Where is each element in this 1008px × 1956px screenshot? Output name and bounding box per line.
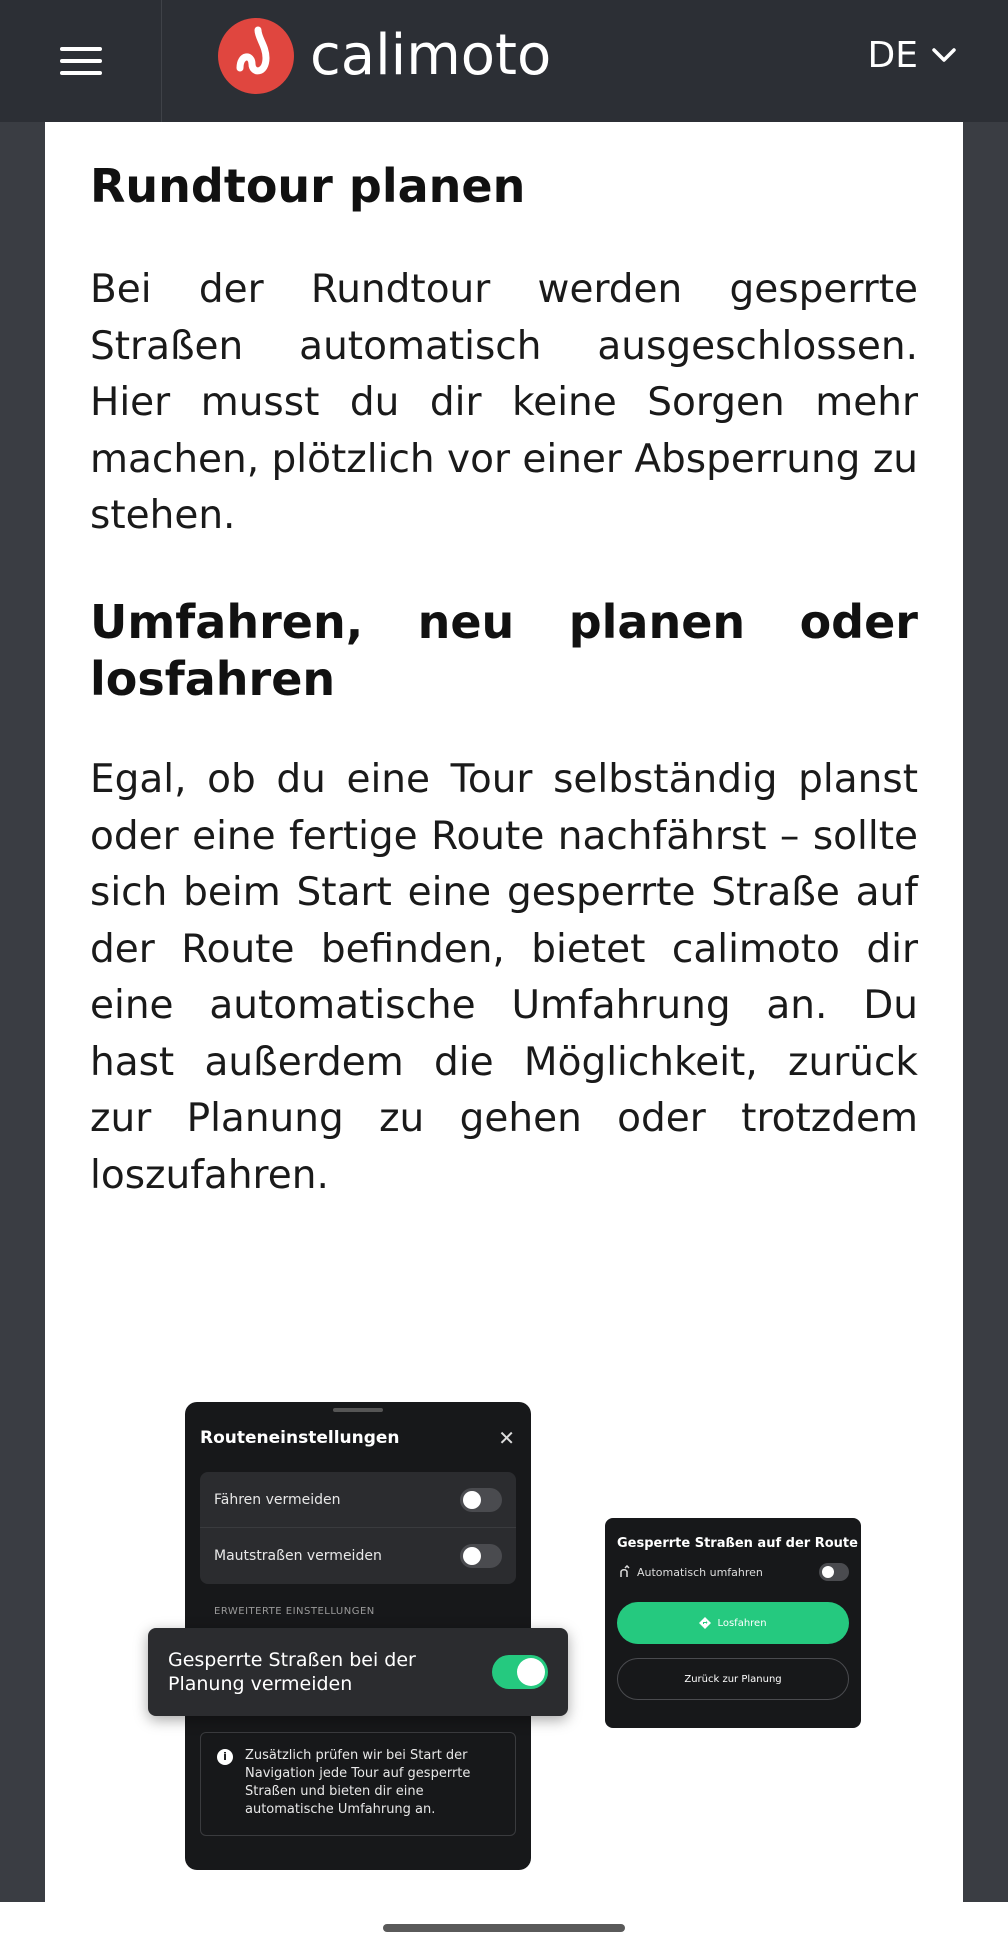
back-to-planning-button[interactable] [617, 1658, 849, 1700]
section-heading-umfahren: Umfahren, neu planen oder losfahren [90, 595, 918, 706]
option-row-ferries[interactable] [200, 1472, 516, 1528]
option-label: Fähren vermeiden [214, 1491, 341, 1508]
advanced-settings-label: ERWEITERTE EINSTELLUNGEN [214, 1606, 375, 1617]
language-selector[interactable] [868, 30, 958, 80]
sheet-handle [333, 1408, 383, 1412]
section-heading-rundtour: Rundtour planen [90, 159, 526, 213]
navigation-diamond-icon [699, 1617, 711, 1629]
home-indicator[interactable] [383, 1924, 625, 1932]
detour-icon [617, 1565, 631, 1579]
close-icon[interactable]: ✕ [498, 1426, 515, 1450]
hamburger-menu-icon [60, 47, 102, 75]
brand-logo[interactable] [218, 18, 551, 94]
option-label: Mautstraßen vermeiden [214, 1548, 382, 1564]
ferries-toggle[interactable] [460, 1488, 502, 1512]
back-button-label: Zurück zur Planung [684, 1673, 782, 1685]
section-body-umfahren: Egal, ob du eine Tour selbständig planst oder eine fertige Route nachfährst – sollte sich beim Start eine gesperrte Straße auf der Route befinden, bietet calimoto dir eine automatische Umfahrung an. Du hast außerdem die Möglichkeit, zurück zur Planung zu gehen oder trotzdem loszufahren. [90, 757, 918, 1198]
closed-roads-option[interactable] [148, 1628, 568, 1716]
closed-roads-dialog [605, 1518, 861, 1728]
chevron-down-icon [930, 41, 958, 69]
closed-roads-option-label: Gesperrte Straßen bei der Planung vermeiden [168, 1649, 416, 1695]
calimoto-logo-icon [218, 18, 294, 94]
dialog-title: Gesperrte Straßen auf der Route [617, 1536, 858, 1551]
section-body-rundtour: Bei der Rundtour werden gesperrte Straßen automatisch ausgeschlossen. Hier musst du dir keine Sorgen mehr machen, plötzlich vor einer Absperrung zu stehen. [90, 267, 919, 538]
route-options-group [200, 1472, 516, 1584]
closed-roads-toggle[interactable] [492, 1655, 548, 1689]
route-settings-title: Routeneinstellungen [200, 1428, 400, 1448]
auto-detour-row[interactable] [617, 1562, 849, 1582]
go-button-label: Losfahren [717, 1617, 767, 1629]
info-box [200, 1732, 516, 1836]
auto-detour-label: Automatisch umfahren [637, 1565, 763, 1579]
info-icon: i [217, 1749, 233, 1765]
tolls-toggle[interactable] [460, 1544, 502, 1568]
brand-name: calimoto [310, 23, 552, 88]
option-row-tolls[interactable] [200, 1528, 516, 1584]
menu-button[interactable] [0, 0, 162, 122]
top-header [0, 0, 1008, 122]
go-button[interactable] [617, 1602, 849, 1644]
language-label: DE [867, 34, 918, 76]
info-text: Zusätzlich prüfen wir bei Start der Navigation jede Tour auf gesperrte Straßen und bieten dir eine automatische Umfahrung an. [245, 1748, 471, 1817]
system-bottom-bar [0, 1902, 1008, 1956]
auto-detour-toggle[interactable] [819, 1563, 849, 1581]
